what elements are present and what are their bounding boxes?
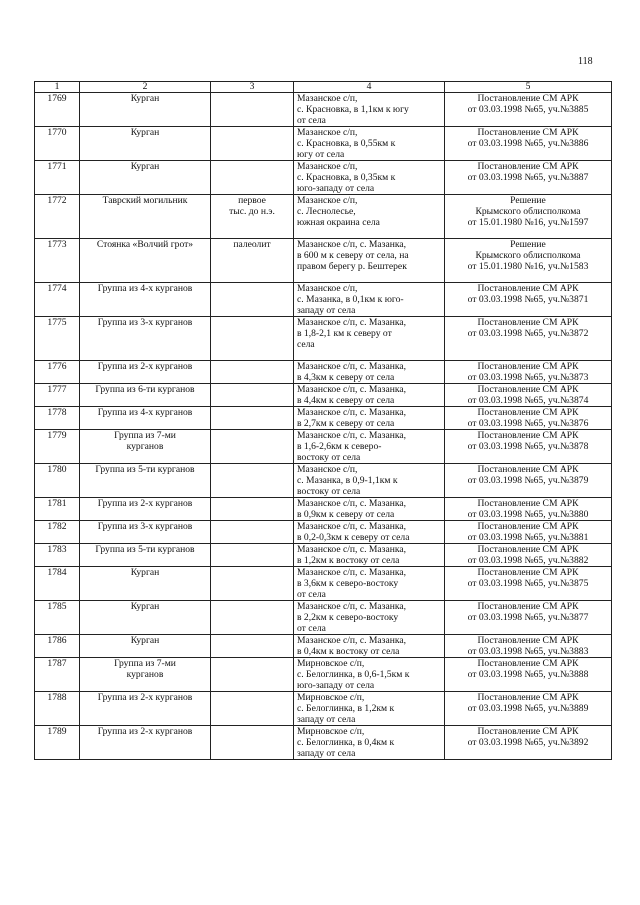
protection-document-line: от 03.03.1998 №65, уч.№3886 — [467, 138, 589, 149]
protection-document-line: Постановление СМ АРК — [477, 658, 579, 669]
table-row — [35, 384, 612, 407]
dating-cell — [211, 658, 294, 692]
dating-cell — [211, 93, 294, 127]
table-row — [35, 283, 612, 317]
entry-number-cell — [35, 544, 80, 567]
location-line: Мазанское с/п, с. Мазанка, — [297, 567, 407, 578]
protection-document-line: от 03.03.1998 №65, уч.№3873 — [467, 372, 589, 383]
monument-name-line: Группа из 5-ти курганов — [95, 544, 195, 555]
table-row — [35, 692, 612, 726]
entry-number: 1776 — [47, 361, 67, 372]
location-line: южная окраина села — [297, 217, 380, 228]
entry-number: 1786 — [47, 635, 67, 646]
entry-number-cell — [35, 464, 80, 498]
table-header-row — [35, 82, 612, 93]
location-line: с. Красновка, в 0,35км к — [297, 172, 396, 183]
entry-number-cell — [35, 161, 80, 195]
monument-name-cell — [80, 635, 211, 658]
monument-name-cell — [80, 498, 211, 521]
location-line: в 2,2км к северо-востоку — [297, 612, 399, 623]
protection-document-cell — [445, 239, 612, 283]
protection-document-cell — [445, 361, 612, 384]
location-line: Мирновское с/п, — [297, 692, 365, 703]
dating-cell — [211, 283, 294, 317]
monument-name-line: Группа из 3-х курганов — [97, 521, 193, 532]
protection-document-line: от 03.03.1998 №65, уч.№3877 — [467, 612, 589, 623]
protection-document-line: Постановление СМ АРК — [477, 361, 579, 372]
table-row — [35, 464, 612, 498]
protection-document-line: от 03.03.1998 №65, уч.№3887 — [467, 172, 589, 183]
page-number: 118 — [578, 56, 593, 67]
location-cell — [294, 635, 445, 658]
dating-cell — [211, 317, 294, 361]
location-line: в 0,2-0,3км к северу от села — [297, 532, 410, 543]
location-line: с. Белоглинка, в 0,4км к — [297, 737, 395, 748]
protection-document-line: Крымского облисполкома — [475, 206, 581, 217]
location-cell — [294, 544, 445, 567]
monument-name-cell — [80, 544, 211, 567]
location-line: с. Мазанка, в 0,1км к юго- — [297, 294, 404, 305]
location-line: юго-западу от села — [297, 183, 375, 194]
entry-number-cell — [35, 93, 80, 127]
table-row — [35, 567, 612, 601]
location-line: Мазанское с/п, — [297, 93, 358, 104]
dating-cell — [211, 464, 294, 498]
entry-number: 1781 — [47, 498, 67, 509]
location-cell — [294, 567, 445, 601]
location-line: в 1,8-2,1 км к северу от — [297, 328, 392, 339]
dating-line: тыс. до н.э. — [229, 206, 275, 217]
entry-number: 1785 — [47, 601, 67, 612]
entry-number: 1777 — [47, 384, 67, 395]
table-row — [35, 161, 612, 195]
protection-document-line: от 03.03.1998 №65, уч.№3878 — [467, 441, 589, 452]
location-line: Мазанское с/п, с. Мазанка, — [297, 407, 407, 418]
dating-cell — [211, 195, 294, 239]
monument-name-line: Курган — [130, 161, 160, 172]
monument-name-line: Группа из 2-х курганов — [97, 361, 193, 372]
monument-name-cell — [80, 317, 211, 361]
column-header-1: 1 — [35, 82, 80, 93]
location-line: с. Красновка, в 1,1км к югу — [297, 104, 409, 115]
table-row — [35, 498, 612, 521]
table-row — [35, 601, 612, 635]
entry-number-cell — [35, 361, 80, 384]
protection-document-cell — [445, 283, 612, 317]
table-row — [35, 361, 612, 384]
location-line: в 3,6км к северо-востоку — [297, 578, 399, 589]
monument-name-cell — [80, 521, 211, 544]
dating-line: первое — [238, 195, 266, 206]
protection-document-line: Постановление СМ АРК — [477, 161, 579, 172]
location-cell — [294, 161, 445, 195]
protection-document-line: Постановление СМ АРК — [477, 384, 579, 395]
location-line: в 0,4км к востоку от села — [297, 646, 400, 657]
location-line: правом берегу р. Бештерек — [297, 261, 407, 272]
location-line: Мазанское с/п, — [297, 161, 358, 172]
location-line: юго-западу от села — [297, 680, 375, 691]
monument-name-cell — [80, 658, 211, 692]
table-row — [35, 430, 612, 464]
protection-document-line: Постановление СМ АРК — [477, 127, 579, 138]
protection-document-cell — [445, 93, 612, 127]
protection-document-line: от 03.03.1998 №65, уч.№3871 — [467, 294, 589, 305]
location-line: в 2,7км к северу от села — [297, 418, 395, 429]
location-cell — [294, 283, 445, 317]
dating-cell — [211, 521, 294, 544]
dating-cell — [211, 407, 294, 430]
entry-number-cell — [35, 430, 80, 464]
location-cell — [294, 239, 445, 283]
entry-number: 1782 — [47, 521, 67, 532]
monument-name-cell — [80, 726, 211, 760]
location-line: с. Белоглинка, в 1,2км к — [297, 703, 395, 714]
dating-cell — [211, 544, 294, 567]
protection-document-cell — [445, 601, 612, 635]
dating-cell — [211, 430, 294, 464]
location-line: западу от села — [297, 305, 356, 316]
monument-name-cell — [80, 464, 211, 498]
protection-document-line: от 03.03.1998 №65, уч.№3876 — [467, 418, 589, 429]
monument-name-line: Стоянка «Волчий грот» — [96, 239, 194, 250]
protection-document-line: Постановление СМ АРК — [477, 567, 579, 578]
location-line: востоку от села — [297, 486, 361, 497]
monument-name-cell — [80, 692, 211, 726]
entry-number-cell — [35, 601, 80, 635]
dating-cell — [211, 726, 294, 760]
table-row — [35, 239, 612, 283]
dating-cell — [211, 498, 294, 521]
location-cell — [294, 195, 445, 239]
protection-document-cell — [445, 317, 612, 361]
dating-cell — [211, 601, 294, 635]
location-line: Мирновское с/п, — [297, 726, 365, 737]
location-cell — [294, 658, 445, 692]
monument-name-cell — [80, 161, 211, 195]
entry-number-cell — [35, 692, 80, 726]
protection-document-line: от 03.03.1998 №65, уч.№3889 — [467, 703, 589, 714]
location-line: в 0,9км к северу от села — [297, 509, 395, 520]
entry-number: 1778 — [47, 407, 67, 418]
column-header-5: 5 — [445, 82, 612, 93]
entry-number-cell — [35, 317, 80, 361]
location-line: Мазанское с/п, с. Мазанка, — [297, 635, 407, 646]
location-line: от села — [297, 115, 326, 126]
entry-number-cell — [35, 635, 80, 658]
dating-cell — [211, 692, 294, 726]
table-row — [35, 317, 612, 361]
protection-document-cell — [445, 195, 612, 239]
dating-cell — [211, 361, 294, 384]
entry-number-cell — [35, 127, 80, 161]
entry-number: 1780 — [47, 464, 67, 475]
location-line: с. Белоглинка, в 0,6-1,5км к — [297, 669, 410, 680]
protection-document-cell — [445, 567, 612, 601]
protection-document-line: Постановление СМ АРК — [477, 726, 579, 737]
protection-document-line: Решение — [510, 239, 546, 250]
protection-document-line: от 03.03.1998 №65, уч.№3880 — [467, 509, 589, 520]
monument-name-cell — [80, 127, 211, 161]
protection-document-line: от 03.03.1998 №65, уч.№3881 — [467, 532, 589, 543]
monument-name-cell — [80, 407, 211, 430]
entry-number: 1789 — [47, 726, 67, 737]
protection-document-line: Постановление СМ АРК — [477, 93, 579, 104]
protection-document-line: Постановление СМ АРК — [477, 521, 579, 532]
entry-number-cell — [35, 384, 80, 407]
entry-number: 1787 — [47, 658, 67, 669]
monument-name-cell — [80, 384, 211, 407]
location-line: Мазанское с/п, с. Мазанка, — [297, 430, 407, 441]
dating-cell — [211, 567, 294, 601]
monument-name-line: Группа из 3-х курганов — [97, 317, 193, 328]
protection-document-line: от 03.03.1998 №65, уч.№3879 — [467, 475, 589, 486]
protection-document-cell — [445, 544, 612, 567]
location-cell — [294, 726, 445, 760]
monument-name-cell — [80, 195, 211, 239]
entry-number-cell — [35, 726, 80, 760]
entry-number-cell — [35, 658, 80, 692]
table-row — [35, 195, 612, 239]
monument-name-line: Группа из 2-х курганов — [97, 692, 193, 703]
entry-number-cell — [35, 283, 80, 317]
location-line: Мазанское с/п, — [297, 127, 358, 138]
monument-name-cell — [80, 601, 211, 635]
location-line: от села — [297, 623, 326, 634]
table-row — [35, 407, 612, 430]
protection-document-line: Постановление СМ АРК — [477, 635, 579, 646]
column-header-3: 3 — [211, 82, 294, 93]
dating-cell — [211, 635, 294, 658]
location-line: Мазанское с/п, с. Мазанка, — [297, 317, 407, 328]
protection-document-line: Постановление СМ АРК — [477, 464, 579, 475]
table-row — [35, 521, 612, 544]
protection-document-cell — [445, 464, 612, 498]
location-line: в 1,2км к востоку от села — [297, 555, 400, 566]
location-line: в 600 м к северу от села, на — [297, 250, 409, 261]
entry-number: 1769 — [47, 93, 67, 104]
entry-number: 1774 — [47, 283, 67, 294]
protection-document-line: Постановление СМ АРК — [477, 692, 579, 703]
entry-number-cell — [35, 195, 80, 239]
entry-number: 1770 — [47, 127, 67, 138]
location-line: в 4,4км к северу от села — [297, 395, 395, 406]
location-line: в 1,6-2,6км к северо- — [297, 441, 382, 452]
location-line: Мазанское с/п, с. Мазанка, — [297, 384, 407, 395]
dating-cell — [211, 161, 294, 195]
location-line: с. Леснолесье, — [297, 206, 356, 217]
protection-document-line: от 03.03.1998 №65, уч.№3872 — [467, 328, 589, 339]
dating-cell — [211, 239, 294, 283]
monument-name-cell — [80, 283, 211, 317]
location-line: востоку от села — [297, 452, 361, 463]
entry-number-cell — [35, 498, 80, 521]
location-cell — [294, 384, 445, 407]
location-line: Мазанское с/п, с. Мазанка, — [297, 544, 407, 555]
monument-name-cell — [80, 361, 211, 384]
monument-name-line: Группа из 7-ми — [114, 658, 176, 669]
location-line: от села — [297, 589, 326, 600]
location-line: Мазанское с/п, с. Мазанка, — [297, 601, 407, 612]
monument-name-line: Курган — [130, 567, 160, 578]
table-body — [35, 93, 612, 760]
protection-document-line: от 03.03.1998 №65, уч.№3874 — [467, 395, 589, 406]
monument-name-cell — [80, 430, 211, 464]
entry-number: 1772 — [47, 195, 67, 206]
entry-number: 1773 — [47, 239, 67, 250]
monument-name-line: Группа из 6-ти курганов — [95, 384, 195, 395]
location-line: Мирновское с/п, — [297, 658, 365, 669]
location-line: западу от села — [297, 714, 356, 725]
monument-name-cell — [80, 567, 211, 601]
protection-document-cell — [445, 692, 612, 726]
entry-number: 1775 — [47, 317, 67, 328]
entry-number-cell — [35, 521, 80, 544]
protection-document-line: Постановление СМ АРК — [477, 317, 579, 328]
protection-document-cell — [445, 407, 612, 430]
dating-cell — [211, 384, 294, 407]
protection-document-line: от 03.03.1998 №65, уч.№3883 — [467, 646, 589, 657]
protection-document-line: от 03.03.1998 №65, уч.№3892 — [467, 737, 589, 748]
protection-document-line: от 03.03.1998 №65, уч.№3888 — [467, 669, 589, 680]
entry-number: 1771 — [47, 161, 67, 172]
monument-name-line: Курган — [130, 601, 160, 612]
protection-document-line: Постановление СМ АРК — [477, 407, 579, 418]
protection-document-line: Постановление СМ АРК — [477, 544, 579, 555]
protection-document-line: Постановление СМ АРК — [477, 498, 579, 509]
entry-number: 1784 — [47, 567, 67, 578]
entry-number-cell — [35, 407, 80, 430]
location-line: Мазанское с/п, — [297, 283, 358, 294]
monument-name-line: Курган — [130, 635, 160, 646]
protection-document-cell — [445, 384, 612, 407]
monument-name-line: Курган — [130, 93, 160, 104]
protection-document-line: от 03.03.1998 №65, уч.№3882 — [467, 555, 589, 566]
protection-document-cell — [445, 521, 612, 544]
entry-number-cell — [35, 567, 80, 601]
monument-name-line: Курган — [130, 127, 160, 138]
location-cell — [294, 407, 445, 430]
location-cell — [294, 127, 445, 161]
monument-name-line: Группа из 2-х курганов — [97, 498, 193, 509]
monument-name-line: Группа из 7-ми — [114, 430, 176, 441]
location-line: Мазанское с/п, с. Мазанка, — [297, 239, 407, 250]
protection-document-line: Постановление СМ АРК — [477, 283, 579, 294]
column-header-4: 4 — [294, 82, 445, 93]
protection-document-line: от 03.03.1998 №65, уч.№3885 — [467, 104, 589, 115]
location-cell — [294, 430, 445, 464]
column-header-2: 2 — [80, 82, 211, 93]
monument-name-cell — [80, 93, 211, 127]
dating-cell — [211, 127, 294, 161]
table-row — [35, 658, 612, 692]
protection-document-cell — [445, 726, 612, 760]
table-row — [35, 635, 612, 658]
entry-number: 1779 — [47, 430, 67, 441]
monument-name-cell — [80, 239, 211, 283]
protection-document-line: Постановление СМ АРК — [477, 430, 579, 441]
monument-name-line: курганов — [126, 441, 164, 452]
protection-document-cell — [445, 430, 612, 464]
location-line: с. Мазанка, в 0,9-1,1км к — [297, 475, 398, 486]
location-line: Мазанское с/п, — [297, 195, 358, 206]
location-cell — [294, 692, 445, 726]
location-cell — [294, 464, 445, 498]
protection-document-line: от 15.01.1980 №16, уч.№1597 — [467, 217, 589, 228]
location-cell — [294, 317, 445, 361]
location-cell — [294, 521, 445, 544]
entry-number-cell — [35, 239, 80, 283]
location-cell — [294, 361, 445, 384]
location-line: югу от села — [297, 149, 345, 160]
protection-document-cell — [445, 161, 612, 195]
monument-name-line: Группа из 5-ти курганов — [95, 464, 195, 475]
table-row — [35, 127, 612, 161]
protection-document-cell — [445, 127, 612, 161]
protection-document-line: Крымского облисполкома — [475, 250, 581, 261]
monument-name-line: Группа из 4-х курганов — [97, 283, 193, 294]
table-row — [35, 93, 612, 127]
location-line: села — [297, 339, 315, 350]
monuments-registry-table — [34, 81, 612, 760]
location-line: Мазанское с/п, с. Мазанка, — [297, 498, 407, 509]
protection-document-cell — [445, 498, 612, 521]
protection-document-cell — [445, 635, 612, 658]
monument-name-line: курганов — [126, 669, 164, 680]
entry-number: 1788 — [47, 692, 67, 703]
monument-name-line: Группа из 2-х курганов — [97, 726, 193, 737]
monument-name-line: Таврский могильник — [102, 195, 188, 206]
location-line: Мазанское с/п, — [297, 464, 358, 475]
protection-document-cell — [445, 658, 612, 692]
dating-line: палеолит — [233, 239, 271, 250]
location-line: Мазанское с/п, с. Мазанка, — [297, 361, 407, 372]
location-line: в 4,3км к северу от села — [297, 372, 395, 383]
protection-document-line: Постановление СМ АРК — [477, 601, 579, 612]
table-row — [35, 726, 612, 760]
location-cell — [294, 93, 445, 127]
protection-document-line: от 15.01.1980 №16, уч.№1583 — [467, 261, 589, 272]
location-cell — [294, 601, 445, 635]
monument-name-line: Группа из 4-х курганов — [97, 407, 193, 418]
location-line: западу от села — [297, 748, 356, 759]
table-row — [35, 544, 612, 567]
location-line: с. Красновка, в 0,55км к — [297, 138, 396, 149]
protection-document-line: от 03.03.1998 №65, уч.№3875 — [467, 578, 589, 589]
location-line: Мазанское с/п, с. Мазанка, — [297, 521, 407, 532]
protection-document-line: Решение — [510, 195, 546, 206]
location-cell — [294, 498, 445, 521]
entry-number: 1783 — [47, 544, 67, 555]
